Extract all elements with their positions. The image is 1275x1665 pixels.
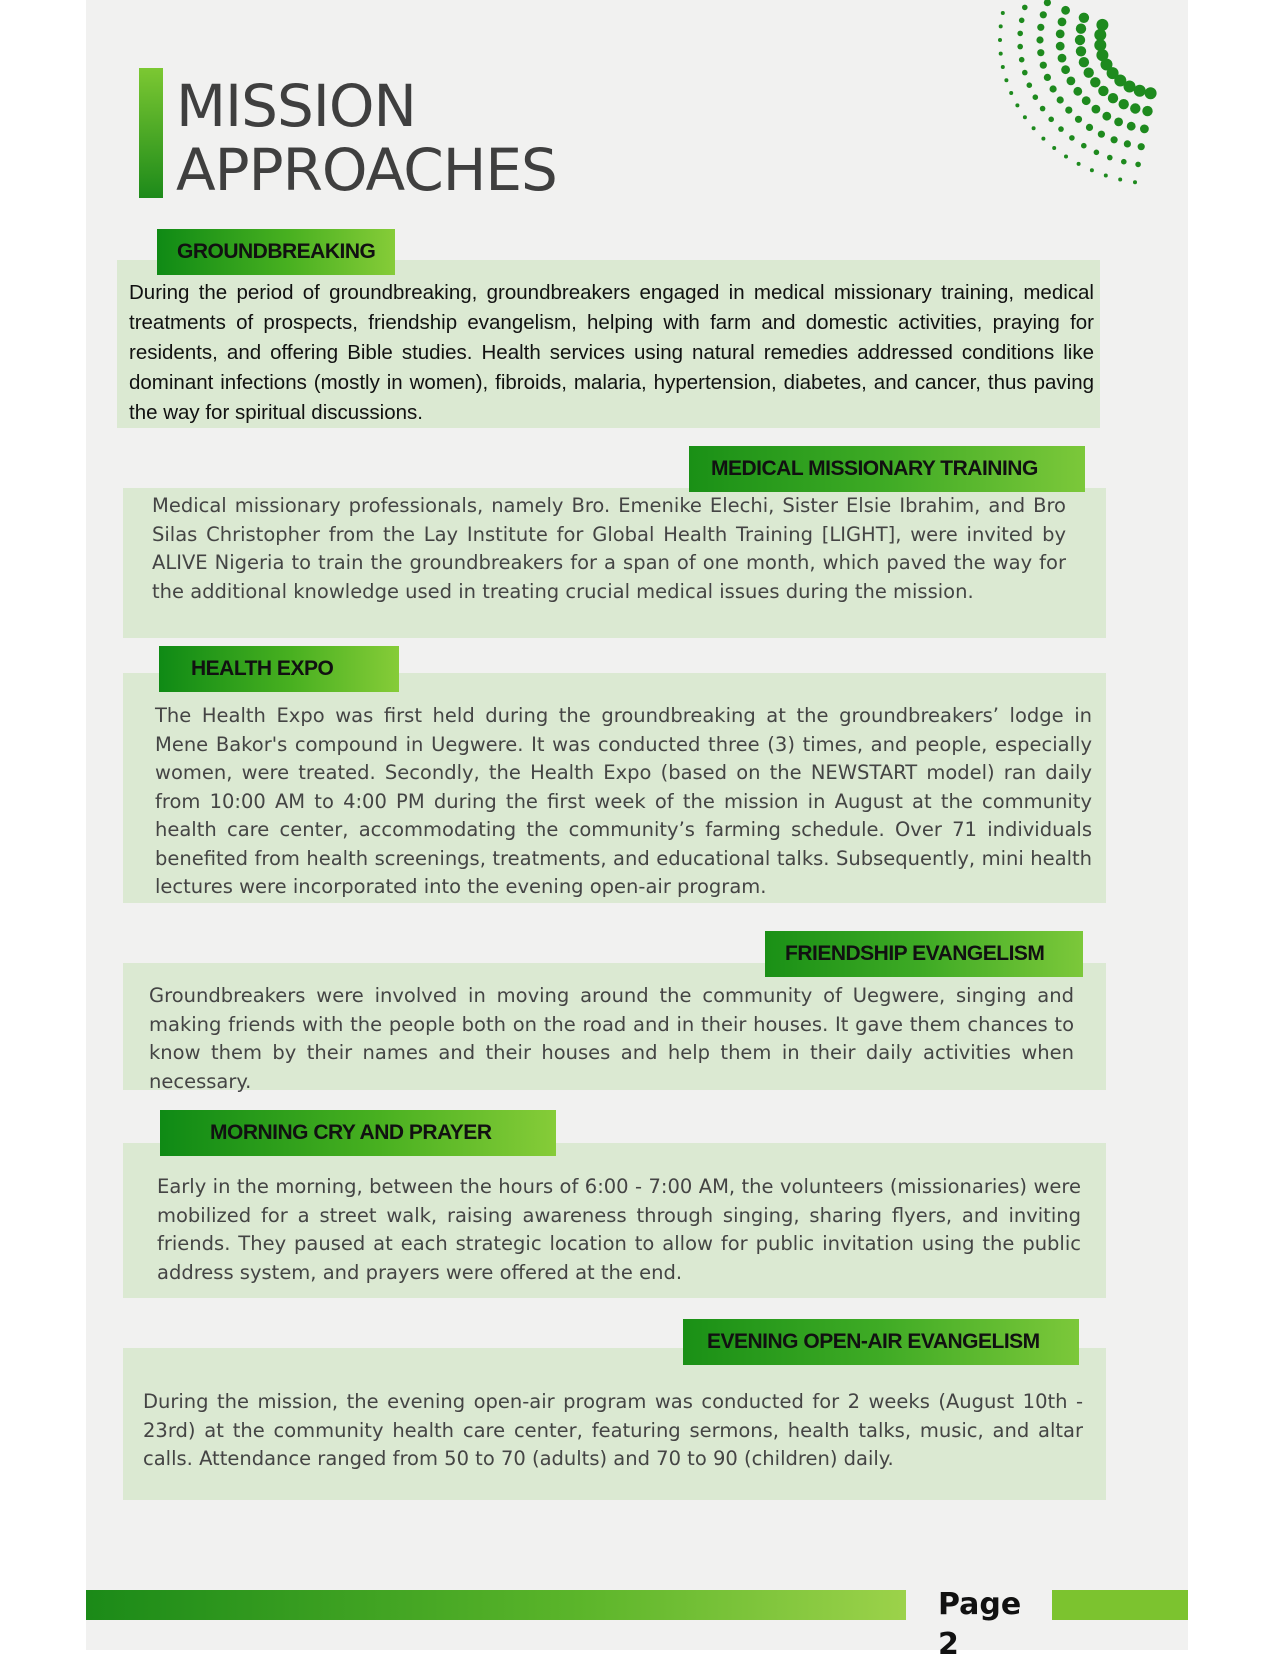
decorative-dot <box>1041 137 1045 141</box>
decorative-dot <box>1094 29 1106 41</box>
decorative-dot <box>1092 105 1101 114</box>
decorative-dot <box>1022 70 1028 76</box>
decorative-dot <box>1075 116 1082 123</box>
decorative-dot <box>1140 124 1149 133</box>
decorative-dot <box>1056 42 1065 51</box>
decorative-dot <box>1037 24 1044 31</box>
decorative-dot <box>1058 126 1064 132</box>
decorative-dot <box>1134 85 1146 97</box>
health-expo-label <box>159 646 399 692</box>
decorative-dot <box>999 24 1003 28</box>
dots-decoration-icon <box>950 0 1180 210</box>
decorative-dot <box>1001 11 1005 15</box>
groundbreaking-text: During the period of groundbreaking, groundbreakers engaged in medical missionary training, medical treatments of prospects, friendship evangelism, helping with farm and domestic activities, praying for residents, and offering Bible studies. Health services using natural remedies addressed conditions like dominant infections (mostly in women), fibroids, malaria, hypertension, diabetes, and cancer, thus paving the way for spiritual discussions. <box>129 281 1094 424</box>
decorative-dot <box>1019 57 1025 63</box>
decorative-dot <box>1121 159 1127 165</box>
decorative-dot <box>1064 155 1068 159</box>
decorative-dot <box>1090 168 1094 172</box>
decorative-dot <box>1037 49 1044 56</box>
decorative-dot <box>1082 96 1091 105</box>
friendship-label-text: FRIENDSHIP EVANGELISM <box>785 942 1045 965</box>
decorative-dot <box>1057 96 1064 103</box>
decorative-dot <box>1096 49 1108 61</box>
decorative-dot <box>1058 18 1067 27</box>
title-line-1: MISSION <box>176 72 416 140</box>
evening-openair-label <box>683 1319 1079 1365</box>
decorative-dot <box>1065 107 1072 114</box>
page-number: Page 2 <box>938 1587 1022 1662</box>
decorative-dot <box>1096 19 1108 31</box>
decorative-dot <box>1058 54 1067 63</box>
decorative-dot <box>1022 5 1028 11</box>
decorative-dot <box>1138 143 1145 150</box>
decorative-dot <box>1086 124 1093 131</box>
decorative-dot <box>1040 11 1047 18</box>
decorative-dot <box>1102 112 1111 121</box>
decorative-dot <box>1069 135 1075 141</box>
decorative-dot <box>1061 65 1070 74</box>
decorative-dot <box>1133 180 1137 184</box>
decorative-dot <box>1098 86 1108 96</box>
decorative-dot <box>1048 117 1054 123</box>
evening-openair-label-text: EVENING OPEN-AIR EVANGELISM <box>707 1330 1040 1353</box>
morning-cry-text: Early in the morning, between the hours of 6:00 - 7:00 AM, the volunteers (missionaries) were mobilized for a street walk, raising awareness through singing, sharing flyers, and inviting friends. They paused at each strategic location to allow for public invitation using the public address system, and prayers were offered at the end. <box>157 1175 1081 1284</box>
decorative-dot <box>1023 115 1027 119</box>
page-title <box>176 74 557 202</box>
morning-cry-label-text: MORNING CRY AND PRAYER <box>210 1121 492 1144</box>
decorative-dot <box>1090 77 1100 87</box>
decorative-dot <box>1056 30 1065 39</box>
decorative-dot <box>1019 18 1025 24</box>
medical-training-label <box>689 446 1085 492</box>
footer-bar-right <box>1052 1590 1188 1620</box>
decorative-dot <box>1015 103 1019 107</box>
decorative-dot <box>998 38 1002 42</box>
health-expo-label-text: HEALTH EXPO <box>191 657 334 680</box>
decorative-dot <box>1067 77 1076 86</box>
decorative-dot <box>1094 150 1100 156</box>
decorative-dot <box>1017 31 1023 37</box>
decorative-dot <box>1104 174 1108 178</box>
decorative-dot <box>1044 74 1051 81</box>
decorative-dot <box>1142 106 1152 116</box>
decorative-dot <box>1040 62 1047 69</box>
decorative-dot <box>1079 13 1089 23</box>
title-accent-bar <box>139 68 163 198</box>
decorative-dot <box>1079 57 1089 67</box>
health-expo-text: The Health Expo was first held during the groundbreaking at the groundbreakers’ lodge in Mene Bakor's compound in Uegwere. It was conducted three (3) times, and people, especially women, were treated. Secondly, the Health Expo (based on the NEWSTART model) ran daily from 10:00 AM to 4:00 PM during the first week of the mission in August at the community health care center, accommodating the community’s farming schedule. Over 71 individuals benefited from health screenings, treatments, and educational talks. Subsequently, mini health lectures were incorporated into the evening open-air program. <box>155 704 1092 898</box>
decorative-dot <box>1084 68 1094 78</box>
decorative-dot <box>1044 0 1051 6</box>
footer-bar-left <box>86 1590 906 1620</box>
decorative-dot <box>1107 155 1113 161</box>
decorative-dot <box>1098 131 1105 138</box>
decorative-dot <box>1145 87 1157 99</box>
decorative-dot <box>1050 85 1057 92</box>
decorative-dot <box>999 52 1003 56</box>
decorative-dot <box>1073 87 1082 96</box>
medical-training-text: Medical missionary professionals, namely Bro. Emenike Elechi, Sister Elsie Ibrahim, and Bro Silas Christopher from the Lay Institute for Global Health Training [LIGHT], were invited by ALIVE Nigeria to train the groundbreakers for a span of one month, which paved the way for the additional knowledge used in treating crucial medical issues during the mission. <box>152 494 1066 603</box>
decorative-dot <box>1032 126 1036 130</box>
decorative-dot <box>1135 162 1141 168</box>
groundbreaking-label <box>157 229 395 275</box>
groundbreaking-label-text: GROUNDBREAKING <box>177 240 376 263</box>
decorative-dot <box>1001 65 1005 69</box>
decorative-dot <box>1061 6 1070 15</box>
evening-openair-text: During the mission, the evening open-air program was conducted for 2 weeks (August 10th - 23rd) at the community health care center, featuring sermons, health talks, music, and altar calls. Attendance ranged from 50 to 70 (adults) and 70 to 90 (children) daily. <box>143 1390 1083 1470</box>
decorative-dot <box>1052 146 1056 150</box>
decorative-dot <box>1081 143 1087 149</box>
decorative-dot <box>1009 91 1013 95</box>
decorative-dot <box>1076 46 1086 56</box>
decorative-dot <box>1111 136 1118 143</box>
decorative-dot <box>1118 178 1122 182</box>
friendship-text: Groundbreakers were involved in moving around the community of Uegwere, singing and making friends with the people both on the road and in their houses. It gave them chances to know them by their names and their houses and help them in their daily activities when necessary. <box>149 984 1074 1093</box>
title-line-2: APPROACHES <box>176 136 557 204</box>
decorative-dot <box>1077 162 1081 166</box>
decorative-dot <box>1076 24 1086 34</box>
morning-cry-label <box>160 1110 556 1156</box>
decorative-dot <box>1036 36 1043 43</box>
decorative-dot <box>1017 44 1023 50</box>
decorative-dot <box>1040 106 1046 112</box>
decorative-dot <box>1119 99 1129 109</box>
decorative-dot <box>1027 82 1033 88</box>
decorative-dot <box>1127 122 1136 131</box>
decorative-dot <box>1004 78 1008 82</box>
decorative-dot <box>1108 93 1118 103</box>
medical-training-label-text: MEDICAL MISSIONARY TRAINING <box>711 457 1038 480</box>
decorative-dot <box>1033 94 1039 100</box>
decorative-dot <box>1114 118 1123 127</box>
decorative-dot <box>1124 140 1131 147</box>
decorative-dot <box>1130 103 1140 113</box>
decorative-dot <box>1075 35 1085 45</box>
friendship-label <box>765 931 1083 977</box>
